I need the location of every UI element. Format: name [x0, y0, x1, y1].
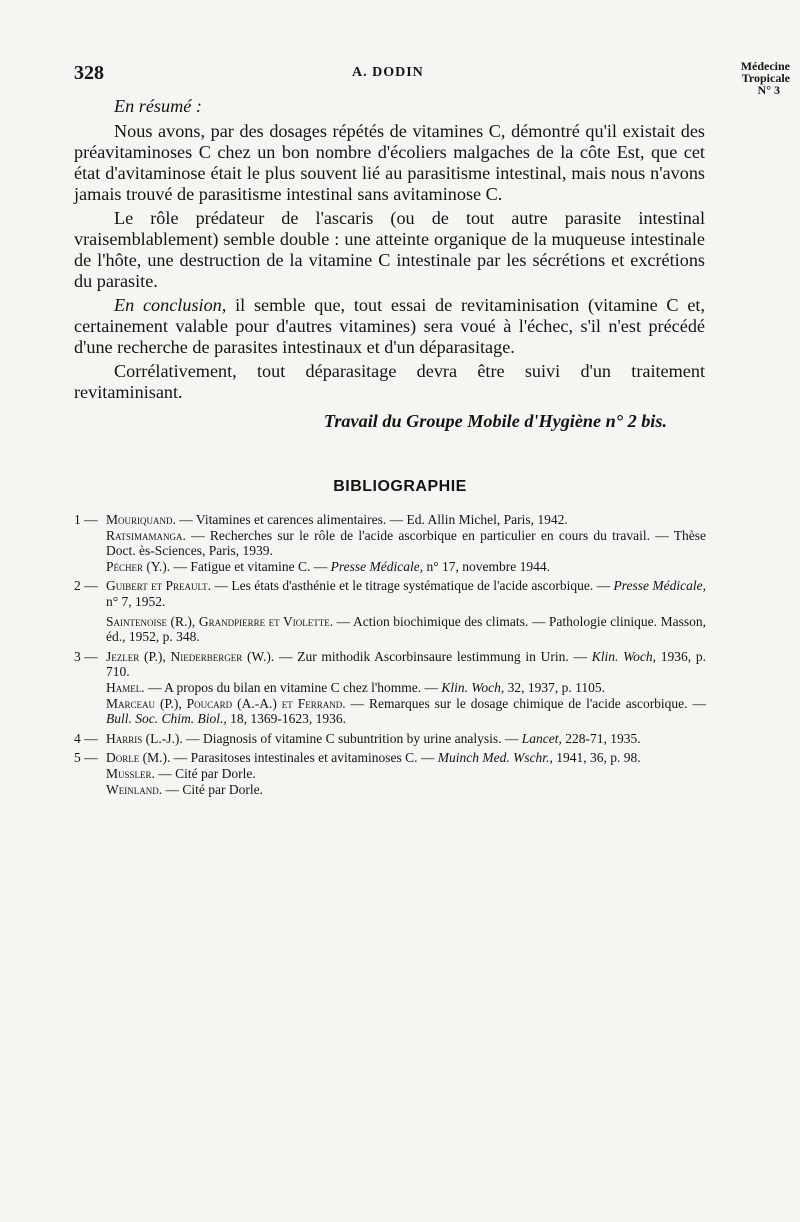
reference-entry	[106, 731, 706, 747]
reference-author: Dorle (M.).	[106, 750, 171, 766]
paragraph-3	[74, 295, 705, 358]
bibliography-group	[74, 649, 706, 727]
reference-number: 2 —	[74, 578, 98, 594]
reference-entry	[106, 528, 706, 559]
reference-number: 5 —	[74, 750, 98, 766]
article-body	[74, 96, 705, 432]
reference-text: — A propos du bilan en vitamine C chez l'homme. —	[144, 679, 442, 695]
reference-details: n° 7, 1952.	[106, 593, 166, 609]
reference-entry	[106, 680, 706, 696]
running-head-author: A. DODIN	[352, 65, 424, 80]
bibliography-group	[74, 731, 706, 747]
reference-details: 1936, p. 710.	[106, 648, 706, 680]
reference-text: — Parasitoses intestinales et avitaminoses C. —	[170, 750, 438, 766]
reference-details: 32, 1937, p. 1105.	[504, 679, 606, 695]
reference-entry	[106, 614, 706, 645]
reference-details: 18, 1369-1623, 1936.	[226, 711, 346, 727]
reference-text: — Diagnosis of vitamine C subuntrition by urine analysis. —	[182, 730, 522, 746]
reference-author: Jezler (P.), Niederberger (W.).	[106, 648, 275, 664]
reference-text: — Recherches sur le rôle de l'acide ascorbique en particulier en cours du travail. — Thèse Doct. ès-Sciences, Paris, 1939.	[106, 527, 706, 559]
reference-source: Presse Médicale,	[613, 578, 706, 594]
conclusion-lead: En conclusion,	[114, 295, 227, 315]
page-number: 328	[74, 62, 104, 84]
reference-author: Harris (L.-J.).	[106, 730, 183, 746]
journal-line-3: N° 3	[757, 83, 780, 97]
reference-entries	[106, 731, 706, 747]
reference-entry	[106, 782, 706, 798]
reference-entries	[106, 649, 706, 727]
bibliography-list	[74, 512, 706, 801]
reference-details: 1941, 36, p. 98.	[552, 750, 641, 766]
reference-entries	[106, 578, 706, 644]
reference-entry	[106, 578, 706, 609]
journal-line-1: Médecine	[740, 59, 790, 73]
reference-text: — Vitamines et carences alimentaires. — Ed. Allin Michel, Paris, 1942.	[175, 512, 568, 527]
bibliography-group	[74, 578, 706, 644]
reference-author: Pécher (Y.).	[106, 558, 171, 574]
reference-number: 3 —	[74, 648, 98, 664]
reference-author: Saintenoise (R.), Grandpierre et Violette.	[106, 613, 334, 629]
signature-line: Travail du Groupe Mobile d'Hygiène n° 2 bis.	[323, 411, 667, 431]
paragraph-1: Nous avons, par des dosages répétés de vitamines C, démontré qu'il existait des préavitaminoses C chez un bon nombre d'écoliers malgaches de la côte Est, que cet état d'avitaminose était le plus souvent lié au parasitisme intestinal, mais nous n'avons jamais trouvé de parasitisme intestinal sans avitaminose C.	[74, 121, 705, 204]
reference-text: — Cité par Dorle.	[154, 765, 256, 781]
reference-entry	[106, 559, 706, 575]
reference-text: — Remarques sur le dosage chimique de l'acide ascorbique. —	[345, 695, 706, 711]
reference-text: — Action biochimique des climats. — Pathologie clinique. Masson, éd., 1952, p. 348.	[106, 613, 706, 645]
reference-author: Mouriquand.	[106, 512, 176, 527]
reference-source: Klin. Woch,	[591, 648, 656, 664]
reference-entry	[106, 766, 706, 782]
bibliography-title: BIBLIOGRAPHIE	[333, 478, 467, 495]
paragraph-4: Corrélativement, tout déparasitage devra être suivi d'un traitement revitaminisant.	[74, 361, 705, 402]
journal-label	[741, 60, 790, 96]
resume-heading: En résumé :	[114, 96, 202, 116]
paragraph-2: Le rôle prédateur de l'ascaris (ou de tout autre parasite intestinal vraisemblablement) semble double : une atteinte organique de la muqueuse intestinale de l'hôte, une destruction de la vitamine C intestinale par les sécrétions et excrétions du parasite.	[74, 208, 705, 291]
reference-number: 1 —	[74, 512, 98, 527]
journal-line-2: Tropicale	[741, 71, 790, 85]
reference-text: — Les états d'asthénie et le titrage systématique de l'acide ascorbique. —	[211, 578, 614, 594]
reference-entry	[106, 750, 706, 766]
reference-source: Klin. Woch,	[441, 679, 505, 695]
reference-author: Ratsimamanga.	[106, 527, 186, 543]
reference-entries	[106, 512, 706, 574]
reference-source: Presse Médicale,	[330, 558, 424, 574]
reference-entry	[106, 696, 706, 727]
reference-author: Guibert et Preault.	[106, 578, 212, 594]
reference-details: n° 17, novembre 1944.	[423, 558, 550, 574]
reference-entry	[106, 512, 706, 528]
reference-details: 228-71, 1935.	[561, 730, 641, 746]
reference-author: Marceau (P.), Poucard (A.-A.) et Ferrand.	[106, 695, 346, 711]
reference-text: — Fatigue et vitamine C. —	[170, 558, 331, 574]
conclusion-text: il semble que, tout essai de revitaminisation (vitamine C et, certainement valable pour d'autres vitamines) sera voué à l'échec, s'il n'est précédé d'une recherche de parasites intestinaux et d'un déparasitage.	[74, 295, 705, 357]
reference-source: Muinch Med. Wschr.,	[437, 750, 553, 766]
bibliography-group	[74, 750, 706, 797]
reference-number: 4 —	[74, 730, 98, 746]
reference-author: Hamel.	[106, 679, 145, 695]
reference-source: Bull. Soc. Chim. Biol.,	[106, 711, 227, 727]
reference-author: Mussler.	[106, 765, 155, 781]
reference-text: — Cité par Dorle.	[162, 781, 263, 797]
bibliography-group	[74, 512, 706, 574]
reference-source: Lancet,	[521, 730, 562, 746]
reference-entry	[106, 649, 706, 680]
reference-entries	[106, 750, 706, 797]
reference-text: — Zur mithodik Ascorbinsaure lestimmung in Urin. —	[274, 648, 592, 664]
reference-author: Weinland.	[106, 781, 163, 797]
